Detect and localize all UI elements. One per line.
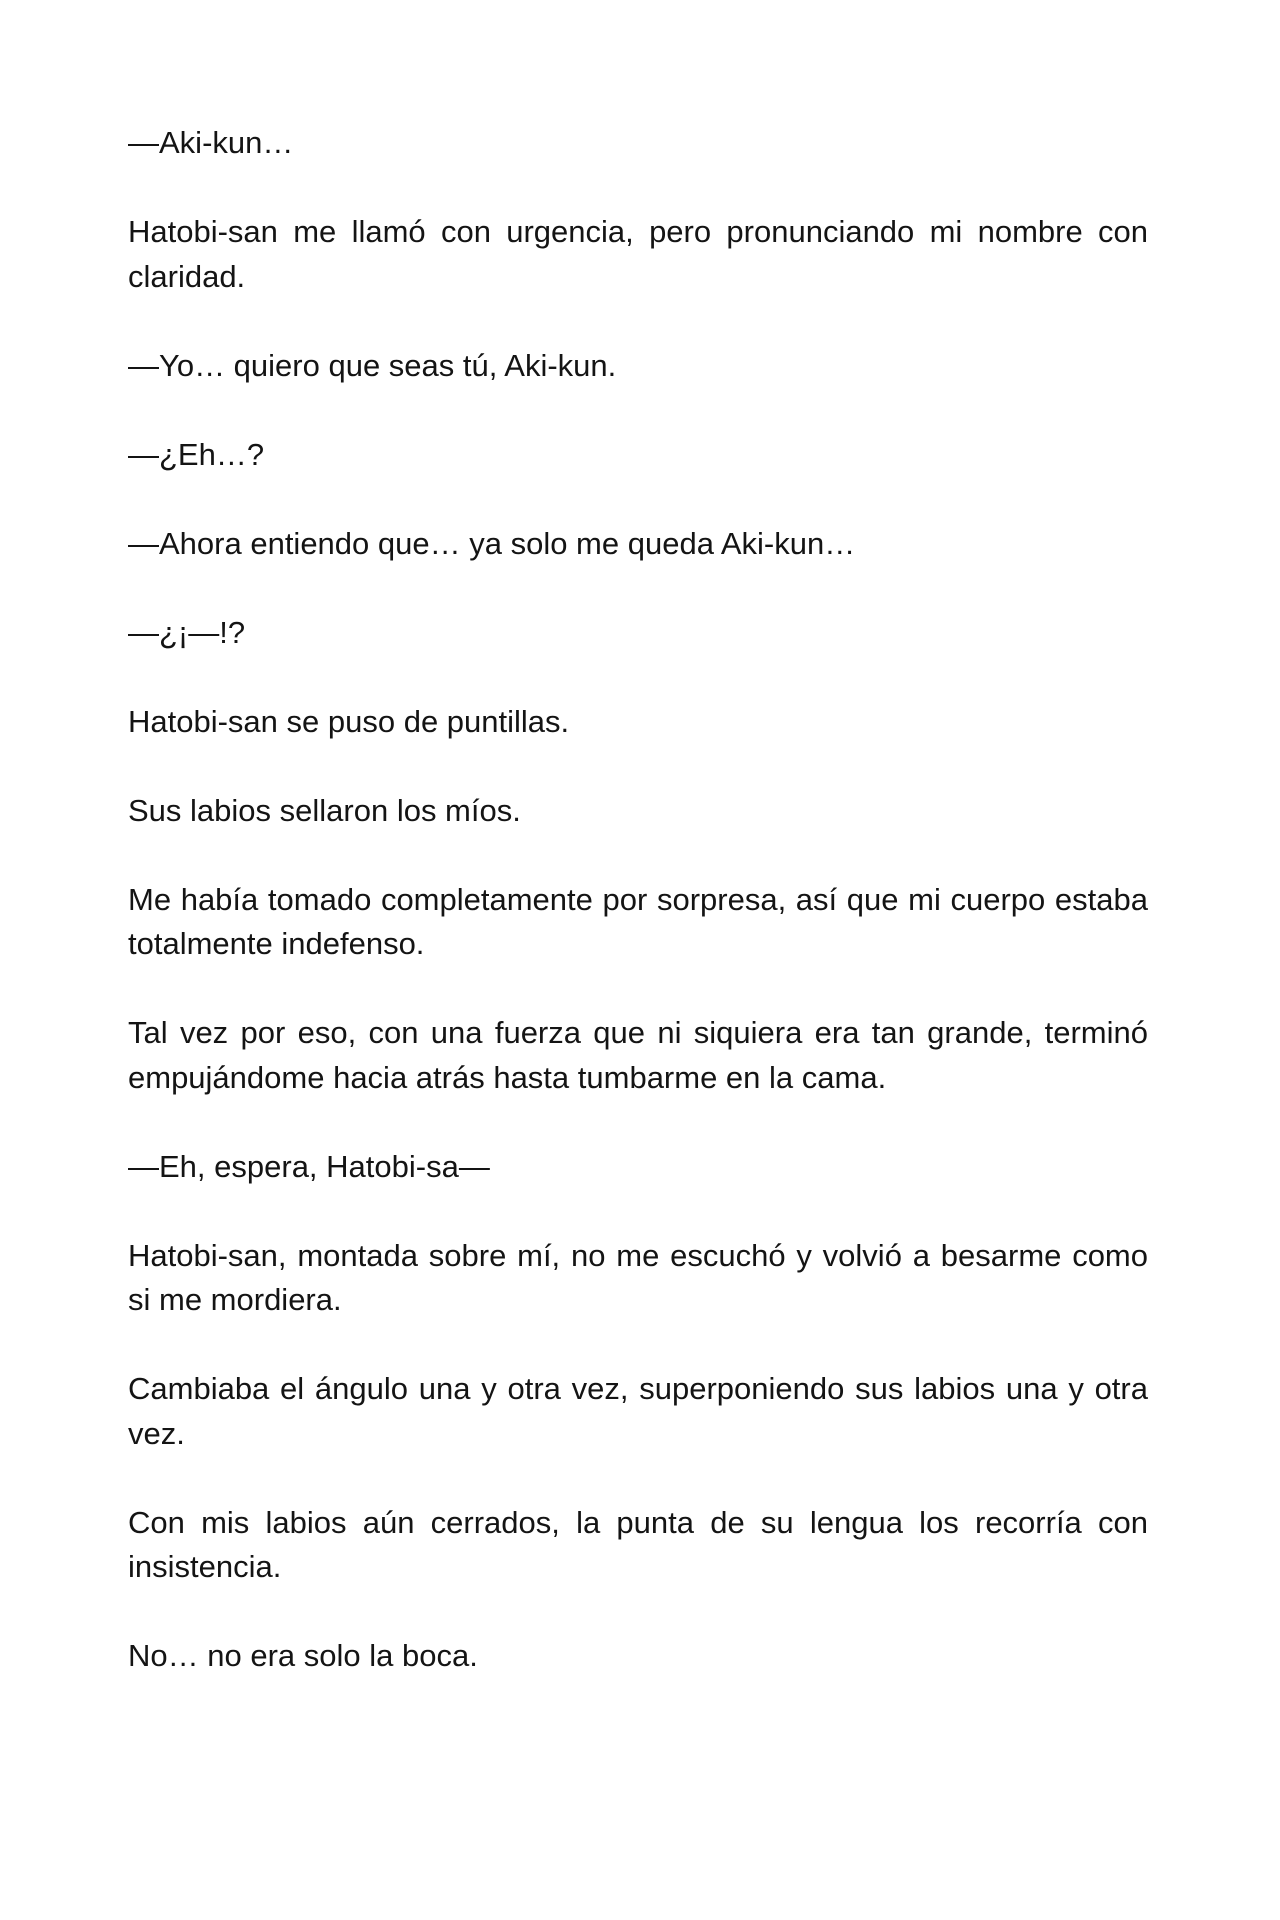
paragraph: —Aki-kun… bbox=[128, 125, 294, 160]
paragraph: Con mis labios aún cerrados, la punta de su lengua los recorría con insistencia. bbox=[128, 1504, 1148, 1584]
paragraph: —¿¡—!? bbox=[128, 614, 246, 650]
paragraph: —¿Eh…? bbox=[128, 436, 265, 472]
paragraph: Hatobi-san, montada sobre mí, no me escuchó y volvió a besarme como si me mordiera. bbox=[128, 1237, 1148, 1317]
paragraph: —Eh, espera, Hatobi-sa— bbox=[128, 1148, 490, 1184]
paragraph: Tal vez por eso, con una fuerza que ni siquiera era tan grande, terminó empujándome hacia atrás hasta tumbarme en la cama. bbox=[128, 1015, 1148, 1095]
paragraph: Me había tomado completamente por sorpresa, así que mi cuerpo estaba totalmente indefenso. bbox=[128, 881, 1148, 961]
paragraph: Cambiaba el ángulo una y otra vez, superponiendo sus labios una y otra vez. bbox=[128, 1371, 1148, 1451]
paragraph: —Ahora entiendo que… ya solo me queda Aki-kun… bbox=[128, 525, 856, 561]
paragraph: No… no era solo la boca. bbox=[128, 1638, 478, 1673]
document-page bbox=[128, 121, 1148, 1679]
paragraph: Sus labios sellaron los míos. bbox=[128, 792, 521, 828]
paragraph: —Yo… quiero que seas tú, Aki-kun. bbox=[128, 347, 617, 383]
paragraph: Hatobi-san se puso de puntillas. bbox=[128, 703, 570, 739]
paragraph: Hatobi-san me llamó con urgencia, pero pronunciando mi nombre con claridad. bbox=[128, 214, 1148, 294]
